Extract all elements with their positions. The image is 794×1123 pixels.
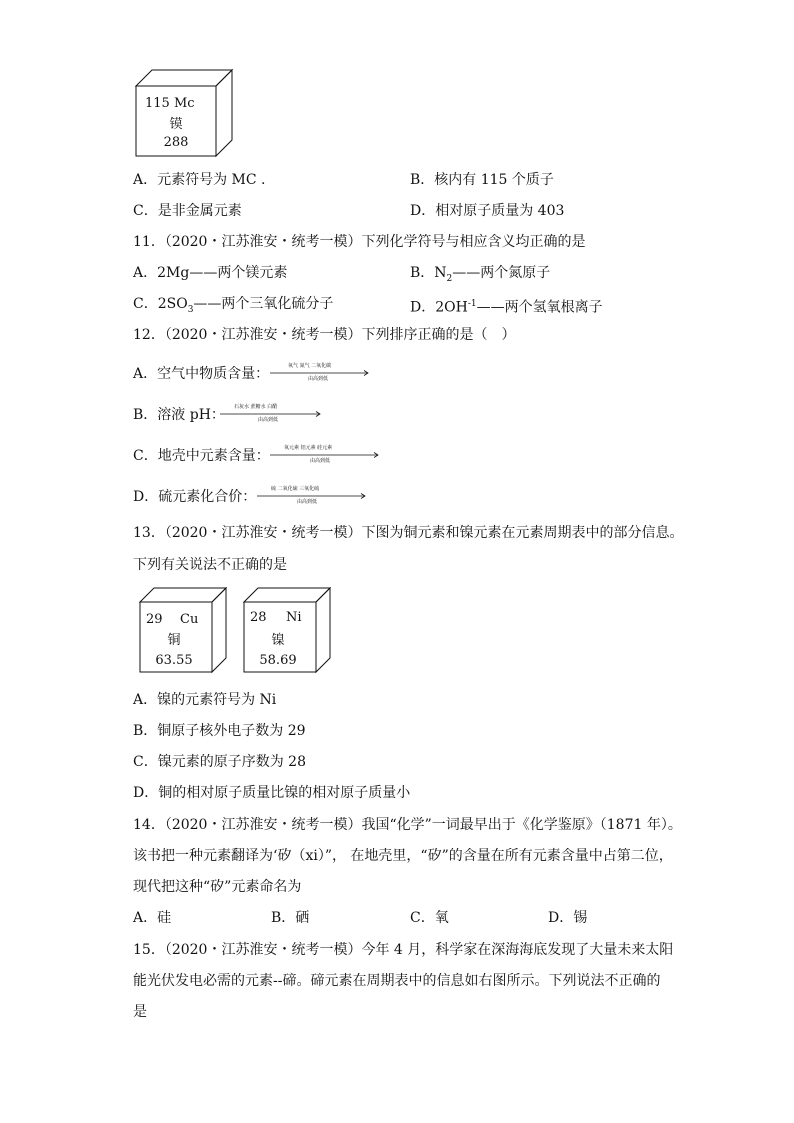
q13-option-b: B．铜原子核外电子数为 29	[133, 723, 306, 739]
atomic-mass: 63.55	[155, 653, 193, 668]
q11-option-a: A．2Mg——两个镁元素	[133, 265, 288, 281]
atomic-number: 28	[250, 610, 267, 625]
q12-option-d-scale	[257, 485, 367, 507]
element-symbol: Cu	[180, 612, 199, 627]
q12-stem: 12．（2020・江苏淮安・统考一模）下列排序正确的是（ ）	[133, 327, 516, 343]
element-cube-cu	[140, 588, 226, 672]
element-name: 铜	[167, 633, 181, 648]
scale-bottom-label: 由高到低	[310, 458, 331, 464]
atomic-number: 115	[145, 96, 170, 111]
q14-option-a: A．硅	[133, 910, 172, 926]
q10-option-a: A．元素符号为 MC .	[133, 172, 266, 188]
q14-option-b: B．硒	[271, 910, 310, 926]
element-symbol: Mc	[174, 96, 195, 111]
scale-top-label: 氧元素 铝元素 硅元素	[284, 445, 333, 451]
q12-option-d-label: D．硫元素化合价：	[133, 489, 257, 505]
q14-option-c: C．氧	[410, 910, 449, 926]
element-name: 镆	[169, 117, 183, 132]
q14-stem-line2: 该书把一种元素翻译为‘矽（xi）”， 在地壳里，“矽”的含量在所有元素含量中占第二位，	[133, 848, 673, 864]
q14-stem-line3: 现代把这种“矽”元素命名为	[133, 879, 302, 895]
q15-stem-line3: 是	[133, 1004, 147, 1020]
q13-option-d: D．铜的相对原子质量比镍的相对原子质量小	[133, 785, 411, 801]
element-symbol: Ni	[286, 610, 302, 625]
scale-bottom-label: 由高到低	[308, 376, 329, 382]
q12-option-c-scale	[270, 444, 380, 466]
q11-option-d: D．$2OH^{-1}——$两个氢氧根离子	[410, 299, 603, 316]
scale-bottom-label: 由高到低	[258, 417, 279, 423]
q12-option-b-label: B．溶液 pH：	[133, 407, 225, 423]
q11-option-b: B．$N_2——$两个氮原子	[410, 265, 551, 284]
q12-option-a-label: A．空气中物质含量：	[133, 366, 270, 382]
q15-stem-line1: 15．（2020・江苏淮安・统考一模）今年 4 月，科学家在深海海底发现了大量未来太阳	[133, 942, 674, 958]
q10-option-c: C．是非金属元素	[133, 203, 242, 219]
q10-option-d: D．相对原子质量为 403	[410, 203, 565, 219]
q13-option-c: C．镍元素的原子序数为 28	[133, 754, 306, 770]
scale-top-label: 石灰水 蔗糖水 白醋	[234, 404, 278, 410]
q14-stem-line1: 14．（2020・江苏淮安・统考一模）我国“化学”一词最早出于《化学鉴原》（1871 年）。	[133, 817, 682, 833]
element-cube-mc	[136, 70, 232, 156]
q13-stem-line1: 13．（2020・江苏淮安・统考一模）下图为铜元素和镍元素在元素周期表中的部分信息。	[133, 525, 684, 541]
q15-stem-line2: 能光伏发电必需的元素--碲。碲元素在周期表中的信息如右图所示。下列说法不正确的	[133, 973, 661, 989]
q12-option-c-label: C．地壳中元素含量：	[133, 448, 270, 464]
atomic-mass: 58.69	[259, 653, 297, 668]
q11-stem: 11．（2020・江苏淮安・统考一模）下列化学符号与相应含义均正确的是	[133, 234, 586, 250]
q13-stem-line2: 下列有关说法不正确的是	[133, 557, 287, 573]
q10-option-b: B．核内有 115 个质子	[410, 172, 554, 188]
q13-option-a: A．镍的元素符号为 Ni	[133, 692, 277, 708]
scale-top-label: 硫 二氧化硫 三氧化硫	[271, 486, 320, 492]
scale-bottom-label: 由高到低	[297, 499, 318, 505]
q12-option-b-scale	[220, 403, 322, 425]
q12-option-a-scale	[270, 362, 370, 384]
q11-option-c: C．$2SO_3——$两个三氧化硫分子	[133, 296, 334, 315]
q14-option-d: D．锡	[548, 910, 588, 926]
scale-top-label: 氧气 氮气 二氧化碳	[288, 363, 332, 369]
element-cube-ni	[244, 588, 330, 672]
atomic-mass: 288	[163, 135, 189, 150]
element-name: 镍	[271, 633, 285, 648]
atomic-number: 29	[146, 612, 163, 627]
